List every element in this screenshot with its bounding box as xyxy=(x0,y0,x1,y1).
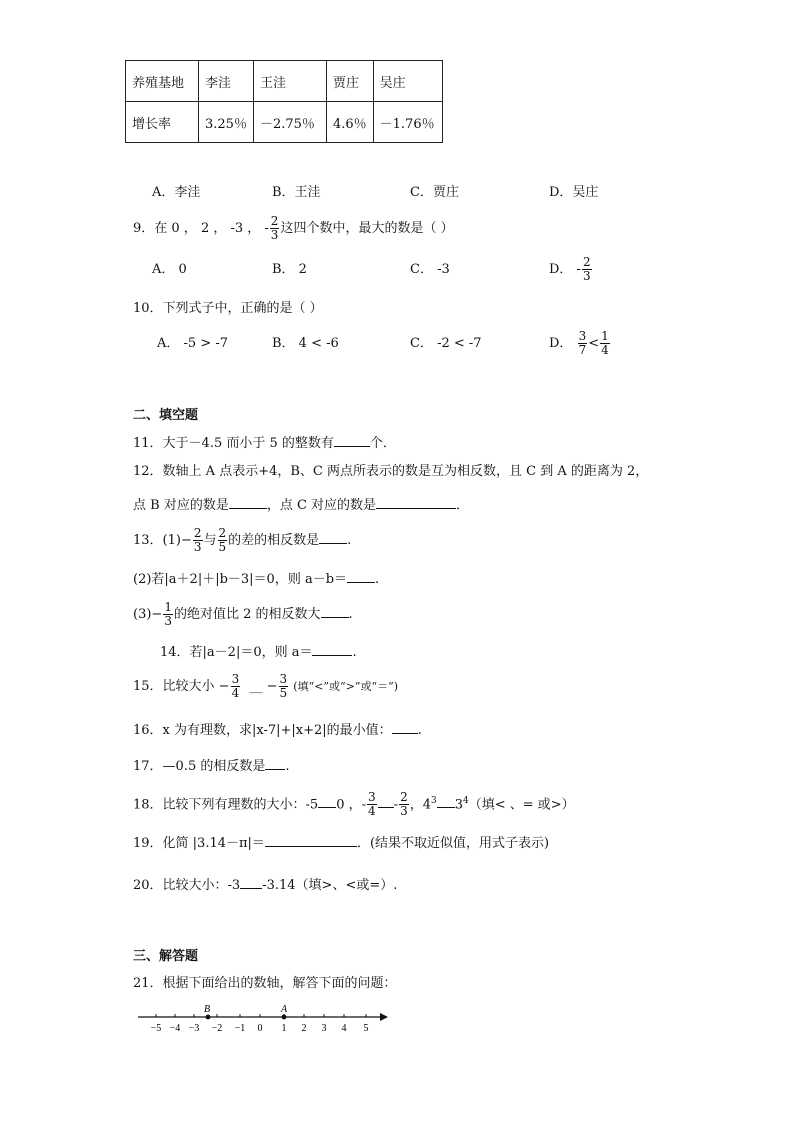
answer-blank[interactable] xyxy=(265,757,285,770)
answer-blank[interactable] xyxy=(437,795,455,808)
tick-label: −4 xyxy=(169,1023,181,1034)
q13-p2-end: . xyxy=(375,572,380,587)
q12-text-post: ． xyxy=(456,498,470,513)
q8-option-d[interactable]: D．吴庄 xyxy=(549,185,599,200)
denominator: 7 xyxy=(578,343,587,357)
fraction xyxy=(399,791,409,818)
fraction xyxy=(279,673,289,700)
q10-stem: 10．下列式子中，正确的是（ ） xyxy=(133,301,323,316)
answer-blank[interactable] xyxy=(334,434,370,447)
fraction xyxy=(582,256,592,283)
q10-option-b[interactable]: B． 4 < -6 xyxy=(272,336,339,351)
denominator: 4 xyxy=(601,343,609,357)
q10-option-d-label: D． xyxy=(549,336,573,351)
numerator: 1 xyxy=(164,600,172,614)
q9-option-d-label: D． - xyxy=(549,262,581,277)
fraction xyxy=(367,791,377,818)
table-cell: 李洼 xyxy=(199,61,254,102)
numerator: 2 xyxy=(400,790,408,805)
denominator: 5 xyxy=(279,686,288,700)
numerator: 3 xyxy=(279,672,288,686)
q9-option-c[interactable]: C． -3 xyxy=(410,262,450,277)
tick-label: 4 xyxy=(341,1023,347,1034)
answer-blank[interactable] xyxy=(378,795,394,808)
q15-mid: − xyxy=(262,679,278,694)
tick-label: 5 xyxy=(363,1023,369,1034)
q12-line2 xyxy=(133,496,469,514)
q11-text: 11．大于－4.5 而小于 5 的整数有 xyxy=(133,436,334,451)
numerator: 3 xyxy=(368,790,376,805)
denominator: 3 xyxy=(400,804,408,819)
q9-option-b[interactable]: B． 2 xyxy=(272,262,307,277)
table-cell: －1.76％ xyxy=(373,102,442,143)
q8-option-b[interactable]: B．王洼 xyxy=(272,185,321,200)
table-cell: 王洼 xyxy=(253,61,326,102)
tick-label: 2 xyxy=(301,1023,307,1034)
q18 xyxy=(133,786,575,820)
q18-post: （填< 、= 或>） xyxy=(468,797,575,813)
q9-stem-post: 这四个数中，最大的数是（ ） xyxy=(280,221,454,236)
q20 xyxy=(133,876,397,894)
q12-text-mid: ，点 C 对应的数是 xyxy=(266,498,377,513)
q20-text: 20．比较大小：-3 xyxy=(133,878,241,893)
tick-label: 3 xyxy=(321,1023,327,1034)
tick-label: 0 xyxy=(257,1023,263,1034)
answer-blank[interactable] xyxy=(347,570,375,583)
q19-text: 19．化简 |3.14－π|＝ xyxy=(133,836,265,851)
answer-blank[interactable] xyxy=(318,795,336,808)
q9-stem-pre: 9．在 0 ， 2 ， -3 ， - xyxy=(133,221,269,236)
answer-blank[interactable] xyxy=(265,834,357,847)
q13-p3-pre: (3)− xyxy=(133,607,163,622)
table-cell: 养殖基地 xyxy=(126,61,199,102)
q17-text: 17．—0.5 的相反数是 xyxy=(133,759,266,774)
tick-label: −5 xyxy=(150,1023,162,1034)
numerator: 2 xyxy=(270,214,279,228)
q19 xyxy=(133,834,549,852)
denominator: 4 xyxy=(231,686,240,700)
q15 xyxy=(133,672,398,702)
q10-option-a[interactable]: A． -5 > -7 xyxy=(157,336,229,351)
table-cell: 贾庄 xyxy=(326,61,373,102)
q8-option-c[interactable]: C．贾庄 xyxy=(410,185,459,200)
fraction xyxy=(600,330,610,357)
arrow-icon xyxy=(380,1013,388,1021)
q13-part1 xyxy=(133,526,351,556)
q11 xyxy=(133,434,396,452)
q11-suffix: 个． xyxy=(369,436,396,451)
point-a-label: A xyxy=(281,1004,288,1015)
q8-option-a[interactable]: A．李洼 xyxy=(152,185,201,200)
fraction xyxy=(578,330,588,357)
q14-text: 14．若|a－2|＝0，则 a＝ xyxy=(160,645,313,660)
q16 xyxy=(133,721,422,739)
q17 xyxy=(133,757,290,775)
q21-stem: 21．根据下面给出的数轴，解答下面的问题： xyxy=(133,976,397,991)
q12-text-pre: 点 B 对应的数是 xyxy=(133,498,229,513)
q10-option-c[interactable]: C． -2 < -7 xyxy=(410,336,482,351)
q18-part2: - xyxy=(393,797,399,813)
fraction xyxy=(218,527,228,554)
answer-blank[interactable] xyxy=(321,605,349,618)
section-heading-answer: 三、解答题 xyxy=(133,949,199,964)
denominator: 3 xyxy=(164,614,172,628)
q12-line1: 12．数轴上 A 点表示+4，B、C 两点所表示的数是互为相反数，且 C 到 A 的距离为 2， xyxy=(133,464,649,479)
number-line xyxy=(136,1002,396,1042)
denominator: 3 xyxy=(582,269,591,283)
section-heading-fill-in: 二、填空题 xyxy=(133,408,199,423)
table-cell: 增长率 xyxy=(126,102,199,143)
less-than-sign: < xyxy=(588,336,600,351)
numerator: 2 xyxy=(582,255,591,269)
answer-blank[interactable] xyxy=(376,496,456,509)
q19-post: ．(结果不取近似值，用式子表示) xyxy=(356,836,550,851)
q13-p1-pre: 13．(1)− xyxy=(133,533,192,548)
point-b-label: B xyxy=(204,1004,211,1015)
table-cell: 3.25％ xyxy=(199,102,254,143)
q15-pre: 15．比较大小 − xyxy=(133,679,230,694)
q16-end: . xyxy=(417,723,422,738)
q18-mid: ，4 xyxy=(409,797,431,813)
tick-label: −3 xyxy=(188,1023,200,1034)
fraction xyxy=(193,527,203,554)
q20-post: -3.14（填>、<或=）. xyxy=(262,878,398,893)
answer-blank[interactable] xyxy=(319,531,347,544)
q9-option-d[interactable] xyxy=(549,255,593,285)
q18-part1: 0 ，- xyxy=(336,797,367,813)
fraction xyxy=(231,673,241,700)
q9-stem xyxy=(133,214,454,244)
point-a-dot xyxy=(282,1015,287,1020)
q13-part3 xyxy=(133,600,353,630)
table-cell: 4.6％ xyxy=(326,102,373,143)
q15-instruction: (填“<”或“>”或“＝”) xyxy=(293,680,399,693)
q13-p3-end: . xyxy=(348,607,353,622)
q16-text: 16．x 为有理数，求|x-7|+|x+2|的最小值： xyxy=(133,723,392,738)
numerator: 2 xyxy=(218,526,227,540)
growth-rate-table xyxy=(125,60,443,143)
table-row xyxy=(126,102,443,143)
tick-label: −1 xyxy=(234,1023,246,1034)
q18-pre: 18．比较下列有理数的大小：-5 xyxy=(133,797,319,813)
numerator: 3 xyxy=(578,329,587,343)
table-header-row xyxy=(126,61,443,102)
q14-end: . xyxy=(352,645,357,660)
q13-p1-post: 的差的相反数是 xyxy=(228,533,320,548)
exponent: 3 xyxy=(430,796,437,806)
answer-blank[interactable] xyxy=(240,876,262,889)
numerator: 3 xyxy=(231,672,240,686)
q13-p1-mid: 与 xyxy=(203,533,217,548)
q18-mid2: 3 xyxy=(454,797,463,813)
fraction xyxy=(163,601,173,628)
denominator: 3 xyxy=(270,228,279,242)
numerator: 2 xyxy=(193,526,202,540)
table-cell: －2.75％ xyxy=(253,102,326,143)
q13-p2-text: (2)若|a＋2|＋|b－3|＝0，则 a－b＝ xyxy=(133,572,348,587)
tick-label: −2 xyxy=(211,1023,223,1034)
fraction xyxy=(270,215,280,242)
denominator: 5 xyxy=(218,540,227,554)
q13-p3-post: 的绝对值比 2 的相反数大 xyxy=(173,607,321,622)
q10-option-d[interactable] xyxy=(549,329,611,359)
table-cell: 吴庄 xyxy=(373,61,442,102)
denominator: 3 xyxy=(193,540,202,554)
q14 xyxy=(160,643,357,661)
denominator: 4 xyxy=(368,804,376,819)
tick-label: 1 xyxy=(281,1023,287,1034)
exponent: 4 xyxy=(463,796,469,806)
q17-end: . xyxy=(285,759,290,774)
q13-part2 xyxy=(133,570,379,588)
answer-blank[interactable] xyxy=(312,643,352,656)
q9-option-a[interactable]: A． 0 xyxy=(152,262,187,277)
answer-blank[interactable]: __ xyxy=(249,679,263,694)
numerator: 1 xyxy=(601,329,609,343)
q13-p1-end: . xyxy=(347,533,352,548)
answer-blank[interactable] xyxy=(392,721,418,734)
point-b-dot xyxy=(206,1015,211,1020)
answer-blank[interactable] xyxy=(229,496,267,509)
